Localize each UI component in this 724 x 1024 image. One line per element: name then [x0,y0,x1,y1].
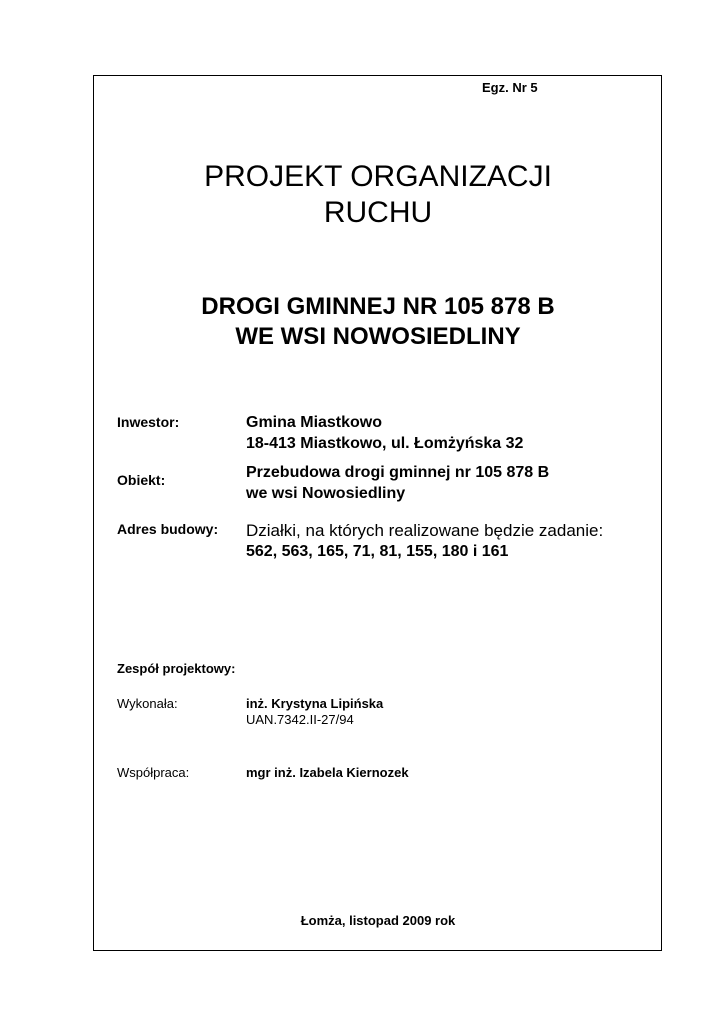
document-title-line-2: RUCHU [323,196,433,229]
team-heading: Zespół projektowy: [117,661,236,676]
cooperation-label: Współpraca: [117,765,190,780]
document-title-line-1: PROJEKT ORGANIZACJI [204,160,552,193]
investor-label: Inwestor: [117,414,180,430]
executed-license: UAN.7342.II-27/94 [246,712,354,727]
executed-label: Wykonała: [117,696,178,711]
place-date: Łomża, listopad 2009 rok [300,913,456,928]
document-subtitle-line-1: DROGI GMINNEJ NR 105 878 B [201,293,555,320]
executed-name: inż. Krystyna Lipińska [246,696,384,711]
address-plots: 562, 563, 165, 71, 81, 155, 180 i 161 [246,543,509,560]
cooperation-name: mgr inż. Izabela Kiernozek [246,765,409,780]
object-label: Obiekt: [117,472,166,488]
address-description: Działki, na których realizowane będzie zadanie: [246,521,604,540]
address-label: Adres budowy: [117,521,219,537]
investor-name: Gmina Miastkowo [246,414,383,431]
copy-number: Egz. Nr 5 [482,80,538,95]
object-description: Przebudowa drogi gminnej nr 105 878 B [246,464,550,481]
investor-address: 18-413 Miastkowo, ul. Łomżyńska 32 [246,435,524,452]
object-location: we wsi Nowosiedliny [246,485,406,502]
document-subtitle-line-2: WE WSI NOWOSIEDLINY [235,323,521,350]
